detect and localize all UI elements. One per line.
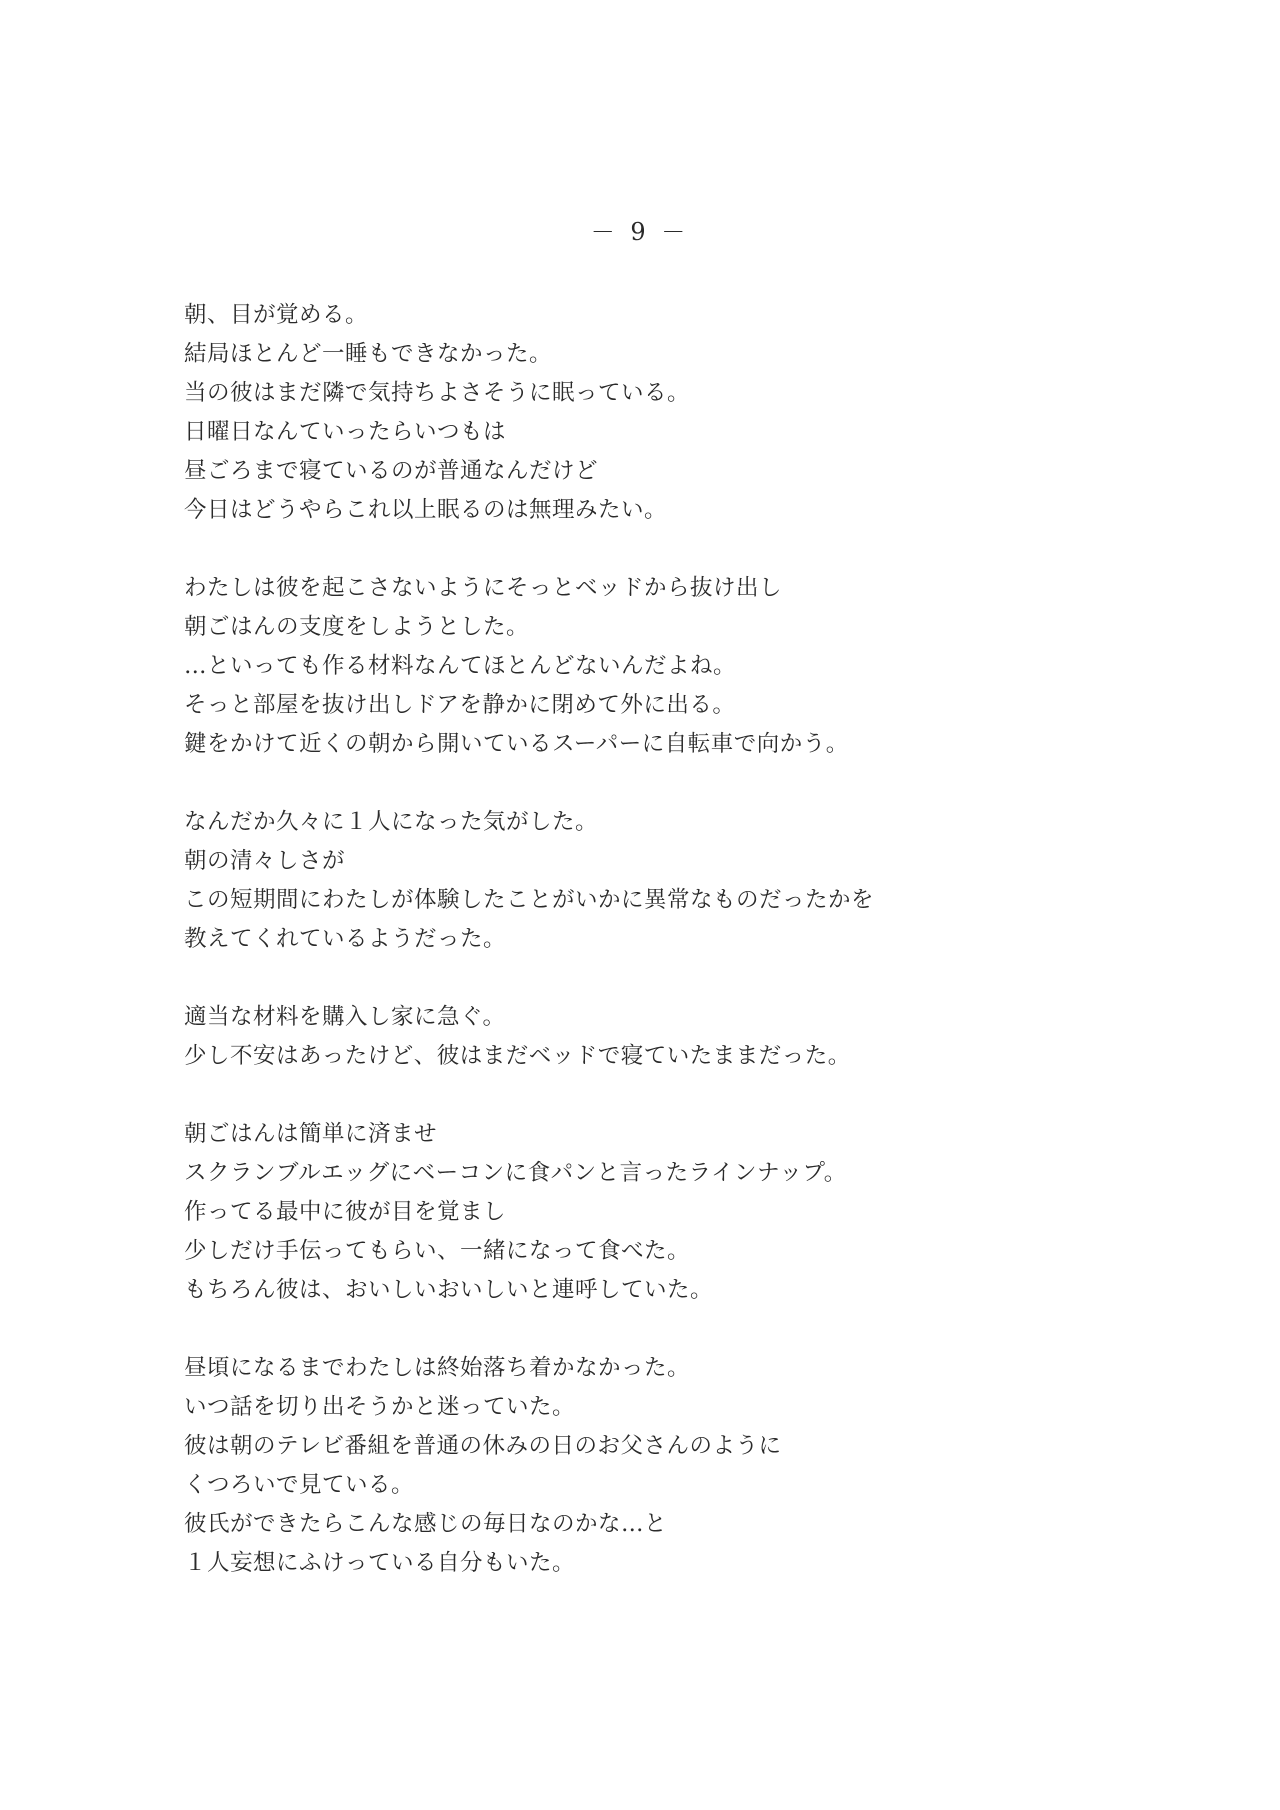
text-line: 朝、目が覚める。 [184,302,369,328]
text-line: いつ話を切り出そうかと迷っていた。 [184,1394,576,1420]
paragraph-6 [184,1349,1184,1583]
text-line: 朝の清々しさが [184,848,346,874]
text-line: …といっても作る材料なんてほとんどないんだよね。 [184,653,737,679]
text-line: そっと部屋を抜け出しドアを静かに閉めて外に出る。 [184,692,736,718]
text-line: スクランブルエッグにベーコンに食パンと言ったラインナップ。 [184,1160,847,1186]
text-line: 朝ごはんは簡単に済ませ [184,1121,438,1147]
paragraph-2 [184,569,1184,764]
paragraph-4 [184,998,1184,1076]
text-line: くつろいで見ている。 [184,1472,415,1498]
text-line: 適当な材料を購入し家に急ぐ。 [184,1004,506,1030]
text-line: なんだか久々に１人になった気がした。 [184,809,599,835]
text-line: 当の彼はまだ隣で気持ちよさそうに眠っている。 [184,380,691,406]
text-line: もちろん彼は、おいしいおいしいと連呼していた。 [184,1277,714,1303]
text-line: 昼頃になるまでわたしは終始落ち着かなかった。 [184,1355,691,1381]
text-line: 昼ごろまで寝ているのが普通なんだけど [184,458,599,484]
text-line: 鍵をかけて近くの朝から開いているスーパーに自転車で向かう。 [184,731,849,757]
text-line: 結局ほとんど一睡もできなかった。 [184,341,553,367]
text-line: １人妄想にふけっている自分もいた。 [184,1550,576,1576]
text-line: 少しだけ手伝ってもらい、一緒になって食べた。 [184,1238,691,1264]
body-text [184,296,1184,1622]
text-line: 作ってる最中に彼が目を覚まし [184,1199,507,1225]
text-line: わたしは彼を起こさないようにそっとベッドから抜け出し [184,575,783,601]
paragraph-3 [184,803,1184,959]
paragraph-5 [184,1115,1184,1310]
text-line: 日曜日なんていったらいつもは [184,419,507,445]
text-line: 彼氏ができたらこんな感じの毎日なのかな…と [184,1511,668,1537]
text-line: 少し不安はあったけど、彼はまだベッドで寝ていたままだった。 [184,1043,851,1069]
text-line: 今日はどうやらこれ以上眠るのは無理みたい。 [184,497,668,523]
text-line: 彼は朝のテレビ番組を普通の休みの日のお父さんのように [184,1433,782,1459]
text-line: 朝ごはんの支度をしようとした。 [184,614,530,640]
paragraph-1 [184,296,1184,530]
text-line: 教えてくれているようだった。 [184,926,507,952]
page-number: － 9 － [590,218,690,246]
text-line: この短期間にわたしが体験したことがいかに異常なものだったかを [184,887,875,913]
